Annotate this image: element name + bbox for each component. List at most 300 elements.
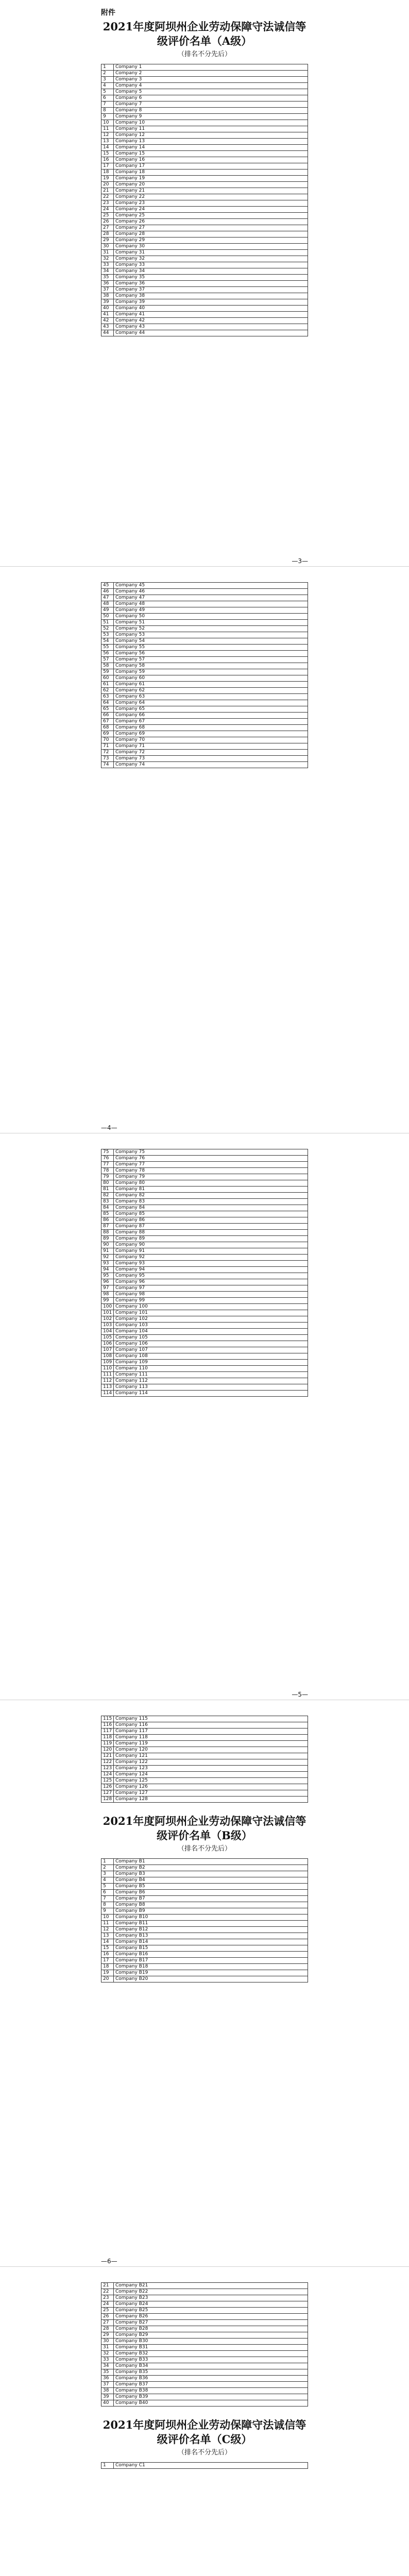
company-name: Company 61	[114, 682, 308, 688]
row-number: 29	[101, 238, 114, 244]
row-number: 102	[101, 1316, 114, 1323]
company-name: Company 68	[114, 725, 308, 731]
row-number: 38	[101, 2388, 114, 2394]
table-row	[101, 1772, 308, 1778]
company-name: Company 24	[114, 207, 308, 213]
table-row	[101, 725, 308, 731]
company-name: Company 124	[114, 1772, 308, 1778]
company-name: Company B27	[114, 2320, 308, 2326]
row-number: 9	[101, 114, 114, 120]
page-2	[0, 567, 409, 1133]
company-name: Company B38	[114, 2388, 308, 2394]
company-name: Company B39	[114, 2394, 308, 2400]
row-number: 35	[101, 2369, 114, 2376]
table-row	[101, 595, 308, 601]
company-name: Company 57	[114, 657, 308, 663]
company-name: Company 53	[114, 632, 308, 638]
table-row	[101, 589, 308, 595]
company-name: Company 96	[114, 1279, 308, 1285]
row-number: 127	[101, 1790, 114, 1797]
table-row	[101, 1902, 308, 1908]
table-row	[101, 638, 308, 645]
row-number: 78	[101, 1168, 114, 1174]
row-number: 42	[101, 318, 114, 324]
table-row	[101, 77, 308, 83]
company-name: Company B11	[114, 1921, 308, 1927]
row-number: 110	[101, 1366, 114, 1372]
company-name: Company B10	[114, 1914, 308, 1921]
table-row	[101, 1797, 308, 1803]
company-name: Company 93	[114, 1261, 308, 1267]
row-number: 44	[101, 330, 114, 336]
table-row	[101, 2314, 308, 2320]
row-number: 103	[101, 1323, 114, 1329]
row-number: 1	[101, 64, 114, 71]
table-row	[101, 682, 308, 688]
row-number: 1	[101, 2463, 114, 2469]
row-number: 60	[101, 675, 114, 682]
table-row	[101, 1728, 308, 1735]
table-row	[101, 1753, 308, 1759]
company-name: Company 119	[114, 1741, 308, 1747]
table-row	[101, 281, 308, 287]
row-number: 21	[101, 188, 114, 194]
row-number: 46	[101, 589, 114, 595]
company-name: Company 12	[114, 132, 308, 139]
row-number: 6	[101, 95, 114, 101]
row-number: 47	[101, 595, 114, 601]
row-number: 116	[101, 1722, 114, 1728]
row-number: 26	[101, 2314, 114, 2320]
row-number: 4	[101, 83, 114, 89]
row-number: 33	[101, 2357, 114, 2363]
table-row	[101, 145, 308, 151]
page-number: —6—	[101, 2258, 117, 2265]
row-number: 31	[101, 2345, 114, 2351]
company-name: Company 55	[114, 645, 308, 651]
row-number: 97	[101, 1285, 114, 1292]
company-name: Company 72	[114, 750, 308, 756]
row-number: 63	[101, 694, 114, 700]
row-number: 119	[101, 1741, 114, 1747]
company-name: Company B36	[114, 2376, 308, 2382]
company-name: Company 74	[114, 762, 308, 768]
row-number: 33	[101, 262, 114, 268]
page-4	[0, 1700, 409, 2267]
row-number: 23	[101, 2295, 114, 2301]
row-number: 3	[101, 1871, 114, 1877]
company-name: Company 104	[114, 1329, 308, 1335]
table-row	[101, 706, 308, 713]
table-row	[101, 663, 308, 669]
table-row	[101, 1230, 308, 1236]
b-level-table-part-2	[101, 2282, 308, 2406]
row-number: 125	[101, 1778, 114, 1784]
row-number: 90	[101, 1242, 114, 1248]
row-number: 73	[101, 756, 114, 762]
table-row	[101, 2357, 308, 2363]
row-number: 52	[101, 626, 114, 632]
table-row	[101, 2289, 308, 2295]
row-number: 75	[101, 1149, 114, 1156]
company-name: Company 18	[114, 170, 308, 176]
table-row	[101, 2301, 308, 2308]
company-name: Company 43	[114, 324, 308, 330]
row-number: 24	[101, 2301, 114, 2308]
table-row	[101, 1236, 308, 1242]
row-number: 38	[101, 293, 114, 299]
company-name: Company 15	[114, 151, 308, 157]
table-row	[101, 1896, 308, 1902]
company-name: Company 63	[114, 694, 308, 700]
row-number: 36	[101, 281, 114, 287]
company-name: Company B28	[114, 2326, 308, 2332]
company-name: Company 94	[114, 1267, 308, 1273]
row-number: 4	[101, 1877, 114, 1884]
table-row	[101, 2369, 308, 2376]
company-name: Company B1	[114, 1859, 308, 1865]
table-row	[101, 101, 308, 108]
company-name: Company B40	[114, 2400, 308, 2406]
company-name: Company 82	[114, 1193, 308, 1199]
table-row	[101, 743, 308, 750]
row-number: 113	[101, 1384, 114, 1391]
row-number: 74	[101, 762, 114, 768]
table-row	[101, 1353, 308, 1360]
company-name: Company 38	[114, 293, 308, 299]
company-name: Company 85	[114, 1211, 308, 1217]
row-number: 68	[101, 725, 114, 731]
company-name: Company 50	[114, 614, 308, 620]
company-name: Company 90	[114, 1242, 308, 1248]
table-row	[101, 2382, 308, 2388]
company-name: Company B5	[114, 1884, 308, 1890]
table-row	[101, 2345, 308, 2351]
company-name: Company 92	[114, 1255, 308, 1261]
table-row	[101, 1921, 308, 1927]
company-name: Company 56	[114, 651, 308, 657]
table-row	[101, 2308, 308, 2314]
row-number: 22	[101, 2289, 114, 2295]
row-number: 106	[101, 1341, 114, 1347]
company-name: Company 106	[114, 1341, 308, 1347]
table-row	[101, 108, 308, 114]
company-name: Company 80	[114, 1180, 308, 1187]
table-row	[101, 1316, 308, 1323]
row-number: 40	[101, 2400, 114, 2406]
row-number: 12	[101, 132, 114, 139]
row-number: 117	[101, 1728, 114, 1735]
table-row	[101, 1217, 308, 1224]
table-row	[101, 1766, 308, 1772]
table-row	[101, 120, 308, 126]
company-name: Company 8	[114, 108, 308, 114]
row-number: 16	[101, 1952, 114, 1958]
table-row	[101, 2338, 308, 2345]
row-number: 57	[101, 657, 114, 663]
table-row	[101, 1248, 308, 1255]
company-name: Company 128	[114, 1797, 308, 1803]
company-name: Company B37	[114, 2382, 308, 2388]
company-name: Company 31	[114, 250, 308, 256]
company-name: Company 36	[114, 281, 308, 287]
row-number: 9	[101, 1908, 114, 1914]
row-number: 11	[101, 1921, 114, 1927]
page-number: —3—	[292, 557, 308, 565]
company-name: Company 22	[114, 194, 308, 200]
company-name: Company B17	[114, 1958, 308, 1964]
company-name: Company 117	[114, 1728, 308, 1735]
c-level-table	[101, 2462, 308, 2469]
row-number: 18	[101, 170, 114, 176]
row-number: 86	[101, 1217, 114, 1224]
row-number: 112	[101, 1378, 114, 1384]
table-row	[101, 1180, 308, 1187]
table-row	[101, 1304, 308, 1310]
attachment-label: 附件	[101, 9, 115, 17]
company-name: Company 97	[114, 1285, 308, 1292]
table-row	[101, 1958, 308, 1964]
table-row	[101, 2388, 308, 2394]
subtitle-b-level: （排名不分先后）	[177, 1845, 231, 1853]
row-number: 34	[101, 2363, 114, 2369]
table-row	[101, 126, 308, 132]
table-row	[101, 238, 308, 244]
company-name: Company 59	[114, 669, 308, 675]
company-name: Company 58	[114, 663, 308, 669]
row-number: 108	[101, 1353, 114, 1360]
table-row	[101, 1735, 308, 1741]
row-number: 56	[101, 651, 114, 657]
table-row	[101, 157, 308, 163]
table-row	[101, 1149, 308, 1156]
row-number: 23	[101, 200, 114, 207]
company-name: Company B14	[114, 1939, 308, 1945]
company-name: Company 84	[114, 1205, 308, 1211]
row-number: 80	[101, 1180, 114, 1187]
table-row	[101, 1347, 308, 1353]
table-row	[101, 1871, 308, 1877]
row-number: 87	[101, 1224, 114, 1230]
company-name: Company B24	[114, 2301, 308, 2308]
a-level-table-part-1	[101, 64, 308, 336]
row-number: 121	[101, 1753, 114, 1759]
company-name: Company B3	[114, 1871, 308, 1877]
row-number: 51	[101, 620, 114, 626]
row-number: 30	[101, 2338, 114, 2345]
row-number: 91	[101, 1248, 114, 1255]
company-name: Company 64	[114, 700, 308, 706]
row-number: 59	[101, 669, 114, 675]
row-number: 95	[101, 1273, 114, 1279]
company-name: Company 23	[114, 200, 308, 207]
row-number: 92	[101, 1255, 114, 1261]
row-number: 29	[101, 2332, 114, 2338]
company-name: Company B13	[114, 1933, 308, 1939]
table-row	[101, 1285, 308, 1292]
table-row	[101, 312, 308, 318]
table-row	[101, 262, 308, 268]
table-row	[101, 2295, 308, 2301]
table-row	[101, 1261, 308, 1267]
table-row	[101, 139, 308, 145]
company-name: Company 19	[114, 176, 308, 182]
company-name: Company 86	[114, 1217, 308, 1224]
company-name: Company B7	[114, 1896, 308, 1902]
row-number: 111	[101, 1372, 114, 1378]
page-number: —4—	[101, 1124, 117, 1131]
a-level-table-part-3	[101, 1149, 308, 1397]
table-row	[101, 275, 308, 281]
table-row	[101, 626, 308, 632]
company-name: Company 81	[114, 1187, 308, 1193]
table-row	[101, 170, 308, 176]
row-number: 88	[101, 1230, 114, 1236]
table-row	[101, 2394, 308, 2400]
table-row	[101, 1267, 308, 1273]
company-name: Company B33	[114, 2357, 308, 2363]
company-name: Company 46	[114, 589, 308, 595]
company-name: Company 6	[114, 95, 308, 101]
table-row	[101, 83, 308, 89]
company-name: Company B32	[114, 2351, 308, 2357]
company-name: Company C1	[114, 2463, 308, 2469]
row-number: 8	[101, 108, 114, 114]
row-number: 7	[101, 1896, 114, 1902]
table-row	[101, 1859, 308, 1865]
table-row	[101, 1952, 308, 1958]
table-row	[101, 1784, 308, 1790]
company-name: Company 121	[114, 1753, 308, 1759]
row-number: 24	[101, 207, 114, 213]
table-row	[101, 607, 308, 614]
table-row	[101, 1156, 308, 1162]
row-number: 118	[101, 1735, 114, 1741]
table-row	[101, 1193, 308, 1199]
row-number: 43	[101, 324, 114, 330]
row-number: 30	[101, 244, 114, 250]
company-name: Company 107	[114, 1347, 308, 1353]
company-name: Company 71	[114, 743, 308, 750]
row-number: 27	[101, 2320, 114, 2326]
table-row	[101, 293, 308, 299]
company-name: Company B29	[114, 2332, 308, 2338]
table-row	[101, 324, 308, 330]
table-row	[101, 151, 308, 157]
table-row	[101, 731, 308, 737]
row-number: 67	[101, 719, 114, 725]
company-name: Company 116	[114, 1722, 308, 1728]
row-number: 36	[101, 2376, 114, 2382]
row-number: 5	[101, 1884, 114, 1890]
table-row	[101, 306, 308, 312]
table-row	[101, 694, 308, 700]
company-name: Company 109	[114, 1360, 308, 1366]
row-number: 40	[101, 306, 114, 312]
company-name: Company 5	[114, 89, 308, 95]
table-row	[101, 1366, 308, 1372]
row-number: 98	[101, 1292, 114, 1298]
table-row	[101, 2283, 308, 2289]
company-name: Company 83	[114, 1199, 308, 1205]
row-number: 19	[101, 1970, 114, 1976]
row-number: 6	[101, 1890, 114, 1896]
row-number: 85	[101, 1211, 114, 1217]
table-row	[101, 132, 308, 139]
company-name: Company 27	[114, 225, 308, 231]
table-row	[101, 669, 308, 675]
table-row	[101, 2351, 308, 2357]
company-name: Company 52	[114, 626, 308, 632]
company-name: Company 9	[114, 114, 308, 120]
company-name: Company 34	[114, 268, 308, 275]
company-name: Company 79	[114, 1174, 308, 1180]
row-number: 20	[101, 1976, 114, 1982]
row-number: 20	[101, 182, 114, 188]
row-number: 39	[101, 2394, 114, 2400]
table-row	[101, 1747, 308, 1753]
company-name: Company 123	[114, 1766, 308, 1772]
company-name: Company B4	[114, 1877, 308, 1884]
company-name: Company 100	[114, 1304, 308, 1310]
table-row	[101, 1310, 308, 1316]
company-name: Company 69	[114, 731, 308, 737]
row-number: 37	[101, 2382, 114, 2388]
row-number: 48	[101, 601, 114, 607]
row-number: 1	[101, 1859, 114, 1865]
row-number: 81	[101, 1187, 114, 1193]
company-name: Company 30	[114, 244, 308, 250]
row-number: 79	[101, 1174, 114, 1180]
row-number: 10	[101, 120, 114, 126]
company-name: Company 48	[114, 601, 308, 607]
a-level-table-part-2	[101, 582, 308, 768]
row-number: 22	[101, 194, 114, 200]
company-name: Company 105	[114, 1335, 308, 1341]
table-row	[101, 207, 308, 213]
row-number: 15	[101, 1945, 114, 1952]
table-row	[101, 1211, 308, 1217]
company-name: Company 87	[114, 1224, 308, 1230]
row-number: 25	[101, 2308, 114, 2314]
table-row	[101, 601, 308, 607]
table-row	[101, 1335, 308, 1341]
company-name: Company 17	[114, 163, 308, 170]
row-number: 76	[101, 1156, 114, 1162]
table-row	[101, 1939, 308, 1945]
row-number: 32	[101, 2351, 114, 2357]
row-number: 89	[101, 1236, 114, 1242]
title-c-level: 2021年度阿坝州企业劳动保障守法诚信等级评价名单（C级）	[103, 2418, 306, 2446]
company-name: Company 13	[114, 139, 308, 145]
table-row	[101, 1759, 308, 1766]
table-row	[101, 1933, 308, 1939]
table-row	[101, 1890, 308, 1896]
company-name: Company 35	[114, 275, 308, 281]
table-row	[101, 1927, 308, 1933]
row-number: 64	[101, 700, 114, 706]
row-number: 3	[101, 77, 114, 83]
table-row	[101, 737, 308, 743]
table-row	[101, 651, 308, 657]
table-row	[101, 163, 308, 170]
table-row	[101, 1778, 308, 1784]
table-row	[101, 176, 308, 182]
company-name: Company 77	[114, 1162, 308, 1168]
company-name: Company 37	[114, 287, 308, 293]
row-number: 26	[101, 219, 114, 225]
table-row	[101, 1378, 308, 1384]
